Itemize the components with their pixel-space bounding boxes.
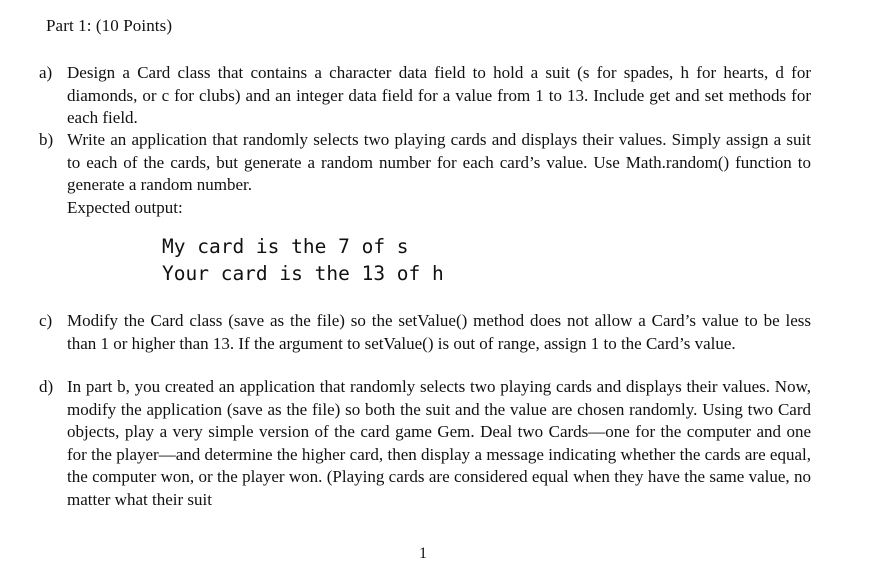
item-text: Design a Card class that contains a character data field to hold a suit (s for spades, h for hearts, d for diamonds, or c for clubs) and an integer data field for a value from 1 to 13. Include get and set methods for each field. [67, 63, 811, 127]
page-number: 1 [419, 545, 427, 562]
part-title: Part 1: (10 Points) [46, 16, 173, 35]
item-marker: c) [39, 311, 53, 330]
item-text: In part b, you created an application that randomly selects two playing cards and displays their values. Now, modify the application (save as the file) so both the suit and the value are chosen randomly. Using two Card objects, play a very simple version of the card game Gem. Deal two Cards—one for the computer and one for the player—and determine the higher card, then display a message indicating whether the cards are equal, the computer won, or the player won. (Playing cards are considered equal when they have the same value, no matter what their suit [67, 377, 811, 509]
item-marker: a) [39, 63, 53, 82]
output-line: Your card is the 13 of h [162, 262, 444, 285]
expected-output-label: Expected output: [67, 197, 183, 217]
output-line: My card is the 7 of s [162, 235, 409, 258]
item-marker: b) [39, 130, 54, 149]
item-marker: d) [39, 377, 54, 396]
item-text: Write an application that randomly selects two playing cards and displays their values. Simply assign a suit to each of the cards, but generate a random number for each card’s value. Use Math.random() function to generate a random number. [67, 130, 811, 194]
question-item-d [39, 376, 811, 511]
item-text: Modify the Card class (save as the file) so the setValue() method does not allow a Card’s value to be less than 1 or higher than 13. If the argument to setValue() is out of range, assign 1 to the Card’s value. [67, 311, 811, 353]
expected-output-block [162, 233, 444, 287]
question-item-c [39, 310, 811, 355]
question-item-b [39, 129, 811, 219]
question-item-a [39, 62, 811, 130]
